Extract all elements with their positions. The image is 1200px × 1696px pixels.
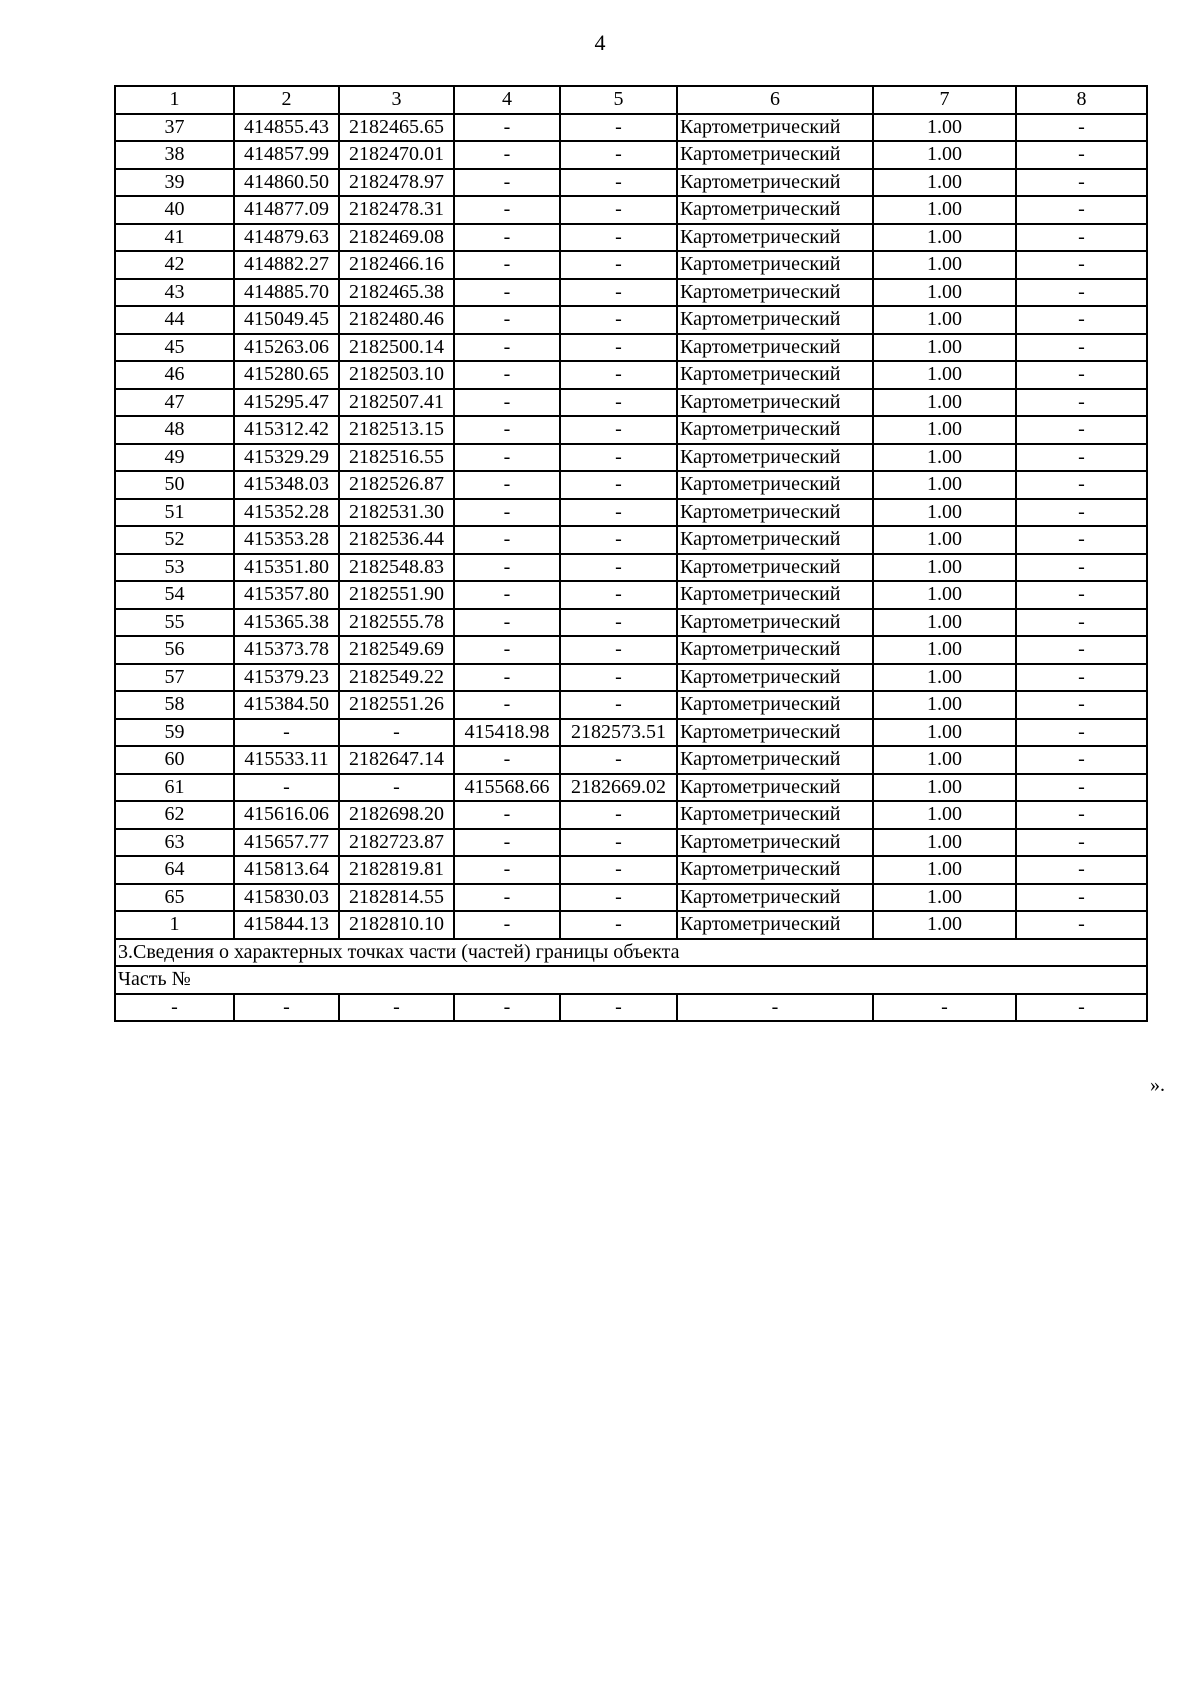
table-cell: - xyxy=(454,416,560,444)
table-cell: 1.00 xyxy=(873,416,1016,444)
table-cell: - xyxy=(560,416,677,444)
table-cell: 49 xyxy=(115,444,234,472)
table-cell: - xyxy=(454,114,560,142)
table-row xyxy=(115,169,1147,197)
table-row xyxy=(115,856,1147,884)
table-cell: - xyxy=(560,169,677,197)
table-cell: - xyxy=(454,801,560,829)
table-cell: 50 xyxy=(115,471,234,499)
table-cell: - xyxy=(1016,581,1147,609)
table-cell: - xyxy=(873,994,1016,1022)
table-cell: 415280.65 xyxy=(234,361,339,389)
table-cell: - xyxy=(1016,526,1147,554)
table-cell: - xyxy=(115,994,234,1022)
part-label: Часть № xyxy=(115,966,1147,994)
table-cell: - xyxy=(454,224,560,252)
table-cell: 2182698.20 xyxy=(339,801,454,829)
table-cell: - xyxy=(1016,691,1147,719)
table-cell: Картометрический xyxy=(677,416,873,444)
table-cell: - xyxy=(454,334,560,362)
table-cell: - xyxy=(560,471,677,499)
table-cell: - xyxy=(1016,416,1147,444)
table-cell: 2182500.14 xyxy=(339,334,454,362)
table-cell: Картометрический xyxy=(677,801,873,829)
table-cell: 37 xyxy=(115,114,234,142)
table-cell: - xyxy=(454,554,560,582)
table-cell: 39 xyxy=(115,169,234,197)
table-cell: 2182503.10 xyxy=(339,361,454,389)
table-cell: Картометрический xyxy=(677,884,873,912)
closing-quote-mark: ». xyxy=(1150,1074,1165,1096)
table-cell: - xyxy=(454,389,560,417)
table-cell: - xyxy=(560,691,677,719)
table-cell: - xyxy=(1016,334,1147,362)
table-cell: - xyxy=(339,719,454,747)
table-cell: - xyxy=(560,581,677,609)
table-cell: 2182480.46 xyxy=(339,306,454,334)
table-cell: - xyxy=(1016,499,1147,527)
table-cell: Картометрический xyxy=(677,444,873,472)
table-cell: 415418.98 xyxy=(454,719,560,747)
table-cell: 1 xyxy=(115,911,234,939)
table-cell: - xyxy=(560,664,677,692)
table-cell: Картометрический xyxy=(677,499,873,527)
table-cell: - xyxy=(677,994,873,1022)
table-cell: Картометрический xyxy=(677,279,873,307)
table-cell: 415353.28 xyxy=(234,526,339,554)
table-cell: - xyxy=(1016,664,1147,692)
table-cell: - xyxy=(560,251,677,279)
table-cell: 1.00 xyxy=(873,554,1016,582)
table-cell: 53 xyxy=(115,554,234,582)
table-cell: 47 xyxy=(115,389,234,417)
table-row xyxy=(115,554,1147,582)
table-cell: 2182551.26 xyxy=(339,691,454,719)
header-cell: 1 xyxy=(115,86,234,114)
table-row xyxy=(115,581,1147,609)
table-cell: 2182531.30 xyxy=(339,499,454,527)
header-cell: 4 xyxy=(454,86,560,114)
table-cell: 1.00 xyxy=(873,499,1016,527)
table-cell: 2182647.14 xyxy=(339,746,454,774)
table-row xyxy=(115,746,1147,774)
table-cell: - xyxy=(1016,636,1147,664)
table-cell: Картометрический xyxy=(677,829,873,857)
table-cell: Картометрический xyxy=(677,224,873,252)
table-cell: 46 xyxy=(115,361,234,389)
table-cell: - xyxy=(1016,856,1147,884)
header-cell: 7 xyxy=(873,86,1016,114)
table-cell: 38 xyxy=(115,141,234,169)
table-cell: - xyxy=(454,169,560,197)
table-cell: 1.00 xyxy=(873,224,1016,252)
table-cell: Картометрический xyxy=(677,251,873,279)
table-cell: - xyxy=(454,746,560,774)
table-cell: - xyxy=(454,471,560,499)
table-row xyxy=(115,471,1147,499)
table-cell: 1.00 xyxy=(873,911,1016,939)
table-cell: - xyxy=(560,554,677,582)
table-cell: 415352.28 xyxy=(234,499,339,527)
table-cell: 2182814.55 xyxy=(339,884,454,912)
coordinates-table xyxy=(114,85,1148,1022)
table-cell: Картометрический xyxy=(677,361,873,389)
table-cell: - xyxy=(339,774,454,802)
table-cell: 415379.23 xyxy=(234,664,339,692)
table-cell: Картометрический xyxy=(677,334,873,362)
table-cell: 2182548.83 xyxy=(339,554,454,582)
table-cell: - xyxy=(454,691,560,719)
table-row xyxy=(115,389,1147,417)
table-cell: - xyxy=(454,911,560,939)
table-cell: - xyxy=(1016,994,1147,1022)
table-cell: 2182465.65 xyxy=(339,114,454,142)
table-cell: 1.00 xyxy=(873,609,1016,637)
table-cell: 1.00 xyxy=(873,251,1016,279)
table-cell: 1.00 xyxy=(873,856,1016,884)
table-cell: - xyxy=(560,224,677,252)
table-cell: 2182469.08 xyxy=(339,224,454,252)
table-cell: 61 xyxy=(115,774,234,802)
table-cell: 63 xyxy=(115,829,234,857)
table-cell: 414879.63 xyxy=(234,224,339,252)
table-cell: - xyxy=(1016,746,1147,774)
table-cell: - xyxy=(560,499,677,527)
table-cell: - xyxy=(560,801,677,829)
table-cell: 1.00 xyxy=(873,279,1016,307)
table-cell: - xyxy=(560,856,677,884)
section-title-row xyxy=(115,939,1147,967)
table-cell: 1.00 xyxy=(873,636,1016,664)
table-cell: 2182470.01 xyxy=(339,141,454,169)
table-row xyxy=(115,774,1147,802)
table-cell: - xyxy=(1016,829,1147,857)
table-cell: Картометрический xyxy=(677,664,873,692)
table-cell: 1.00 xyxy=(873,169,1016,197)
table-cell: - xyxy=(560,389,677,417)
table-cell: 1.00 xyxy=(873,306,1016,334)
table-cell: - xyxy=(1016,169,1147,197)
table-cell: - xyxy=(454,279,560,307)
table-cell: 415373.78 xyxy=(234,636,339,664)
table-cell: - xyxy=(454,141,560,169)
table-cell: - xyxy=(1016,609,1147,637)
table-cell: Картометрический xyxy=(677,719,873,747)
table-cell: Картометрический xyxy=(677,636,873,664)
table-cell: - xyxy=(454,609,560,637)
table-cell: - xyxy=(1016,114,1147,142)
table-cell: - xyxy=(1016,306,1147,334)
table-cell: 415263.06 xyxy=(234,334,339,362)
table-cell: Картометрический xyxy=(677,114,873,142)
table-cell: - xyxy=(454,884,560,912)
table-row xyxy=(115,719,1147,747)
table-cell: 1.00 xyxy=(873,334,1016,362)
table-cell: 414885.70 xyxy=(234,279,339,307)
table-row xyxy=(115,224,1147,252)
table-cell: 2182465.38 xyxy=(339,279,454,307)
table-cell: 414877.09 xyxy=(234,196,339,224)
table-cell: 57 xyxy=(115,664,234,692)
table-row xyxy=(115,114,1147,142)
table-row xyxy=(115,361,1147,389)
table-cell: - xyxy=(1016,884,1147,912)
table-cell: Картометрический xyxy=(677,911,873,939)
header-cell: 8 xyxy=(1016,86,1147,114)
table-cell: 2182549.22 xyxy=(339,664,454,692)
table-cell: - xyxy=(560,279,677,307)
table-cell: 2182669.02 xyxy=(560,774,677,802)
table-cell: 2182526.87 xyxy=(339,471,454,499)
table-cell: 54 xyxy=(115,581,234,609)
table-cell: 2182478.97 xyxy=(339,169,454,197)
table-cell: - xyxy=(339,994,454,1022)
table-cell: 1.00 xyxy=(873,114,1016,142)
table-cell: Картометрический xyxy=(677,774,873,802)
table-row xyxy=(115,306,1147,334)
table-cell: 2182513.15 xyxy=(339,416,454,444)
table-row xyxy=(115,801,1147,829)
table-cell: - xyxy=(1016,801,1147,829)
table-cell: 2182555.78 xyxy=(339,609,454,637)
header-cell: 5 xyxy=(560,86,677,114)
table-cell: 415351.80 xyxy=(234,554,339,582)
table-cell: 58 xyxy=(115,691,234,719)
table-cell: 1.00 xyxy=(873,746,1016,774)
table-row xyxy=(115,636,1147,664)
table-cell: 415657.77 xyxy=(234,829,339,857)
table-row xyxy=(115,444,1147,472)
table-cell: 415312.42 xyxy=(234,416,339,444)
table-cell: 2182551.90 xyxy=(339,581,454,609)
table-cell: 2182478.31 xyxy=(339,196,454,224)
table-cell: 60 xyxy=(115,746,234,774)
table-cell: 415813.64 xyxy=(234,856,339,884)
table-cell: 415533.11 xyxy=(234,746,339,774)
table-row xyxy=(115,691,1147,719)
table-row xyxy=(115,499,1147,527)
table-cell: 415365.38 xyxy=(234,609,339,637)
table-row xyxy=(115,416,1147,444)
table-cell: - xyxy=(560,196,677,224)
table-cell: Картометрический xyxy=(677,746,873,774)
table-cell: - xyxy=(560,911,677,939)
table-row xyxy=(115,609,1147,637)
table-cell: - xyxy=(234,719,339,747)
table-cell: - xyxy=(454,444,560,472)
table-cell: 415384.50 xyxy=(234,691,339,719)
table-cell: 414860.50 xyxy=(234,169,339,197)
table-row xyxy=(115,196,1147,224)
table-cell: 414855.43 xyxy=(234,114,339,142)
page-number: 4 xyxy=(594,30,606,55)
table-row xyxy=(115,526,1147,554)
table-cell: 415329.29 xyxy=(234,444,339,472)
table-cell: - xyxy=(1016,719,1147,747)
table-cell: Картометрический xyxy=(677,471,873,499)
table-cell: 415616.06 xyxy=(234,801,339,829)
table-cell: - xyxy=(454,581,560,609)
table-cell: 415295.47 xyxy=(234,389,339,417)
table-cell: 2182516.55 xyxy=(339,444,454,472)
table-cell: 414857.99 xyxy=(234,141,339,169)
table-cell: - xyxy=(1016,774,1147,802)
table-cell: 64 xyxy=(115,856,234,884)
table-cell: 1.00 xyxy=(873,774,1016,802)
table-cell: Картометрический xyxy=(677,581,873,609)
table-row xyxy=(115,251,1147,279)
table-cell: 59 xyxy=(115,719,234,747)
table-cell: 2182549.69 xyxy=(339,636,454,664)
table-cell: - xyxy=(560,361,677,389)
table-cell: - xyxy=(560,306,677,334)
table-cell: - xyxy=(1016,911,1147,939)
table-cell: Картометрический xyxy=(677,141,873,169)
table-cell: - xyxy=(454,664,560,692)
table-cell: 415049.45 xyxy=(234,306,339,334)
table-cell: 41 xyxy=(115,224,234,252)
table-cell: - xyxy=(560,994,677,1022)
table-cell: 1.00 xyxy=(873,884,1016,912)
table-cell: 55 xyxy=(115,609,234,637)
part-label-row xyxy=(115,966,1147,994)
table-cell: Картометрический xyxy=(677,691,873,719)
table-cell: - xyxy=(1016,389,1147,417)
table-cell: 1.00 xyxy=(873,801,1016,829)
table-cell: - xyxy=(1016,471,1147,499)
table-cell: - xyxy=(560,114,677,142)
table-cell: - xyxy=(1016,224,1147,252)
table-cell: 2182810.10 xyxy=(339,911,454,939)
table-row xyxy=(115,664,1147,692)
table-cell: 1.00 xyxy=(873,471,1016,499)
table-cell: - xyxy=(454,306,560,334)
table-cell: - xyxy=(1016,444,1147,472)
table-cell: - xyxy=(454,829,560,857)
table-cell: - xyxy=(560,636,677,664)
header-cell: 3 xyxy=(339,86,454,114)
table-cell: 2182573.51 xyxy=(560,719,677,747)
table-cell: 1.00 xyxy=(873,691,1016,719)
table-cell: - xyxy=(1016,279,1147,307)
table-cell: Картометрический xyxy=(677,856,873,884)
table-cell: 1.00 xyxy=(873,829,1016,857)
table-cell: 415348.03 xyxy=(234,471,339,499)
table-cell: - xyxy=(454,994,560,1022)
table-cell: 1.00 xyxy=(873,141,1016,169)
table-cell: 40 xyxy=(115,196,234,224)
table-cell: 1.00 xyxy=(873,719,1016,747)
table-cell: 415830.03 xyxy=(234,884,339,912)
table-cell: - xyxy=(560,334,677,362)
table-cell: 42 xyxy=(115,251,234,279)
table-body xyxy=(115,86,1147,1021)
table-cell: 2182466.16 xyxy=(339,251,454,279)
table-cell: 414882.27 xyxy=(234,251,339,279)
table-row xyxy=(115,334,1147,362)
table-cell: - xyxy=(1016,361,1147,389)
table-cell: - xyxy=(1016,141,1147,169)
header-cell: 6 xyxy=(677,86,873,114)
table-cell: 2182536.44 xyxy=(339,526,454,554)
header-cell: 2 xyxy=(234,86,339,114)
table-cell: 45 xyxy=(115,334,234,362)
table-cell: - xyxy=(1016,196,1147,224)
table-cell: Картометрический xyxy=(677,389,873,417)
table-cell: 1.00 xyxy=(873,444,1016,472)
table-cell: - xyxy=(1016,251,1147,279)
empty-part-row xyxy=(115,994,1147,1022)
table-cell: - xyxy=(560,884,677,912)
table-cell: 51 xyxy=(115,499,234,527)
table-cell: - xyxy=(454,196,560,224)
table-row xyxy=(115,911,1147,939)
table-cell: 1.00 xyxy=(873,581,1016,609)
table-cell: 1.00 xyxy=(873,526,1016,554)
table-cell: - xyxy=(454,636,560,664)
table-cell: 415568.66 xyxy=(454,774,560,802)
table-cell: 2182723.87 xyxy=(339,829,454,857)
table-cell: 62 xyxy=(115,801,234,829)
table-cell: 52 xyxy=(115,526,234,554)
table-cell: Картометрический xyxy=(677,554,873,582)
table-cell: 1.00 xyxy=(873,196,1016,224)
table-cell: Картометрический xyxy=(677,306,873,334)
table-cell: Картометрический xyxy=(677,196,873,224)
table-cell: - xyxy=(560,746,677,774)
table-cell: - xyxy=(454,251,560,279)
table-row xyxy=(115,279,1147,307)
table-cell: 48 xyxy=(115,416,234,444)
table-cell: - xyxy=(454,856,560,884)
table-cell: - xyxy=(560,609,677,637)
section-title: 3.Сведения о характерных точках части (частей) границы объекта xyxy=(115,939,1147,967)
table-cell: - xyxy=(454,361,560,389)
table-row xyxy=(115,884,1147,912)
table-cell: 1.00 xyxy=(873,664,1016,692)
table-cell: 1.00 xyxy=(873,361,1016,389)
table-cell: Картометрический xyxy=(677,609,873,637)
table-cell: - xyxy=(454,499,560,527)
header-row xyxy=(115,86,1147,114)
table-cell: 65 xyxy=(115,884,234,912)
table-cell: 415357.80 xyxy=(234,581,339,609)
table-cell: - xyxy=(560,444,677,472)
table-cell: - xyxy=(1016,554,1147,582)
table-cell: 415844.13 xyxy=(234,911,339,939)
table-row xyxy=(115,829,1147,857)
table-cell: 56 xyxy=(115,636,234,664)
table-cell: Картометрический xyxy=(677,526,873,554)
table-cell: 2182819.81 xyxy=(339,856,454,884)
table-cell: - xyxy=(560,526,677,554)
table-cell: - xyxy=(234,994,339,1022)
table-cell: - xyxy=(560,141,677,169)
table-cell: - xyxy=(454,526,560,554)
table-cell: 44 xyxy=(115,306,234,334)
table-row xyxy=(115,141,1147,169)
table-cell: 43 xyxy=(115,279,234,307)
table-cell: 2182507.41 xyxy=(339,389,454,417)
table-cell: - xyxy=(234,774,339,802)
table-cell: - xyxy=(560,829,677,857)
table-cell: 1.00 xyxy=(873,389,1016,417)
table-cell: Картометрический xyxy=(677,169,873,197)
